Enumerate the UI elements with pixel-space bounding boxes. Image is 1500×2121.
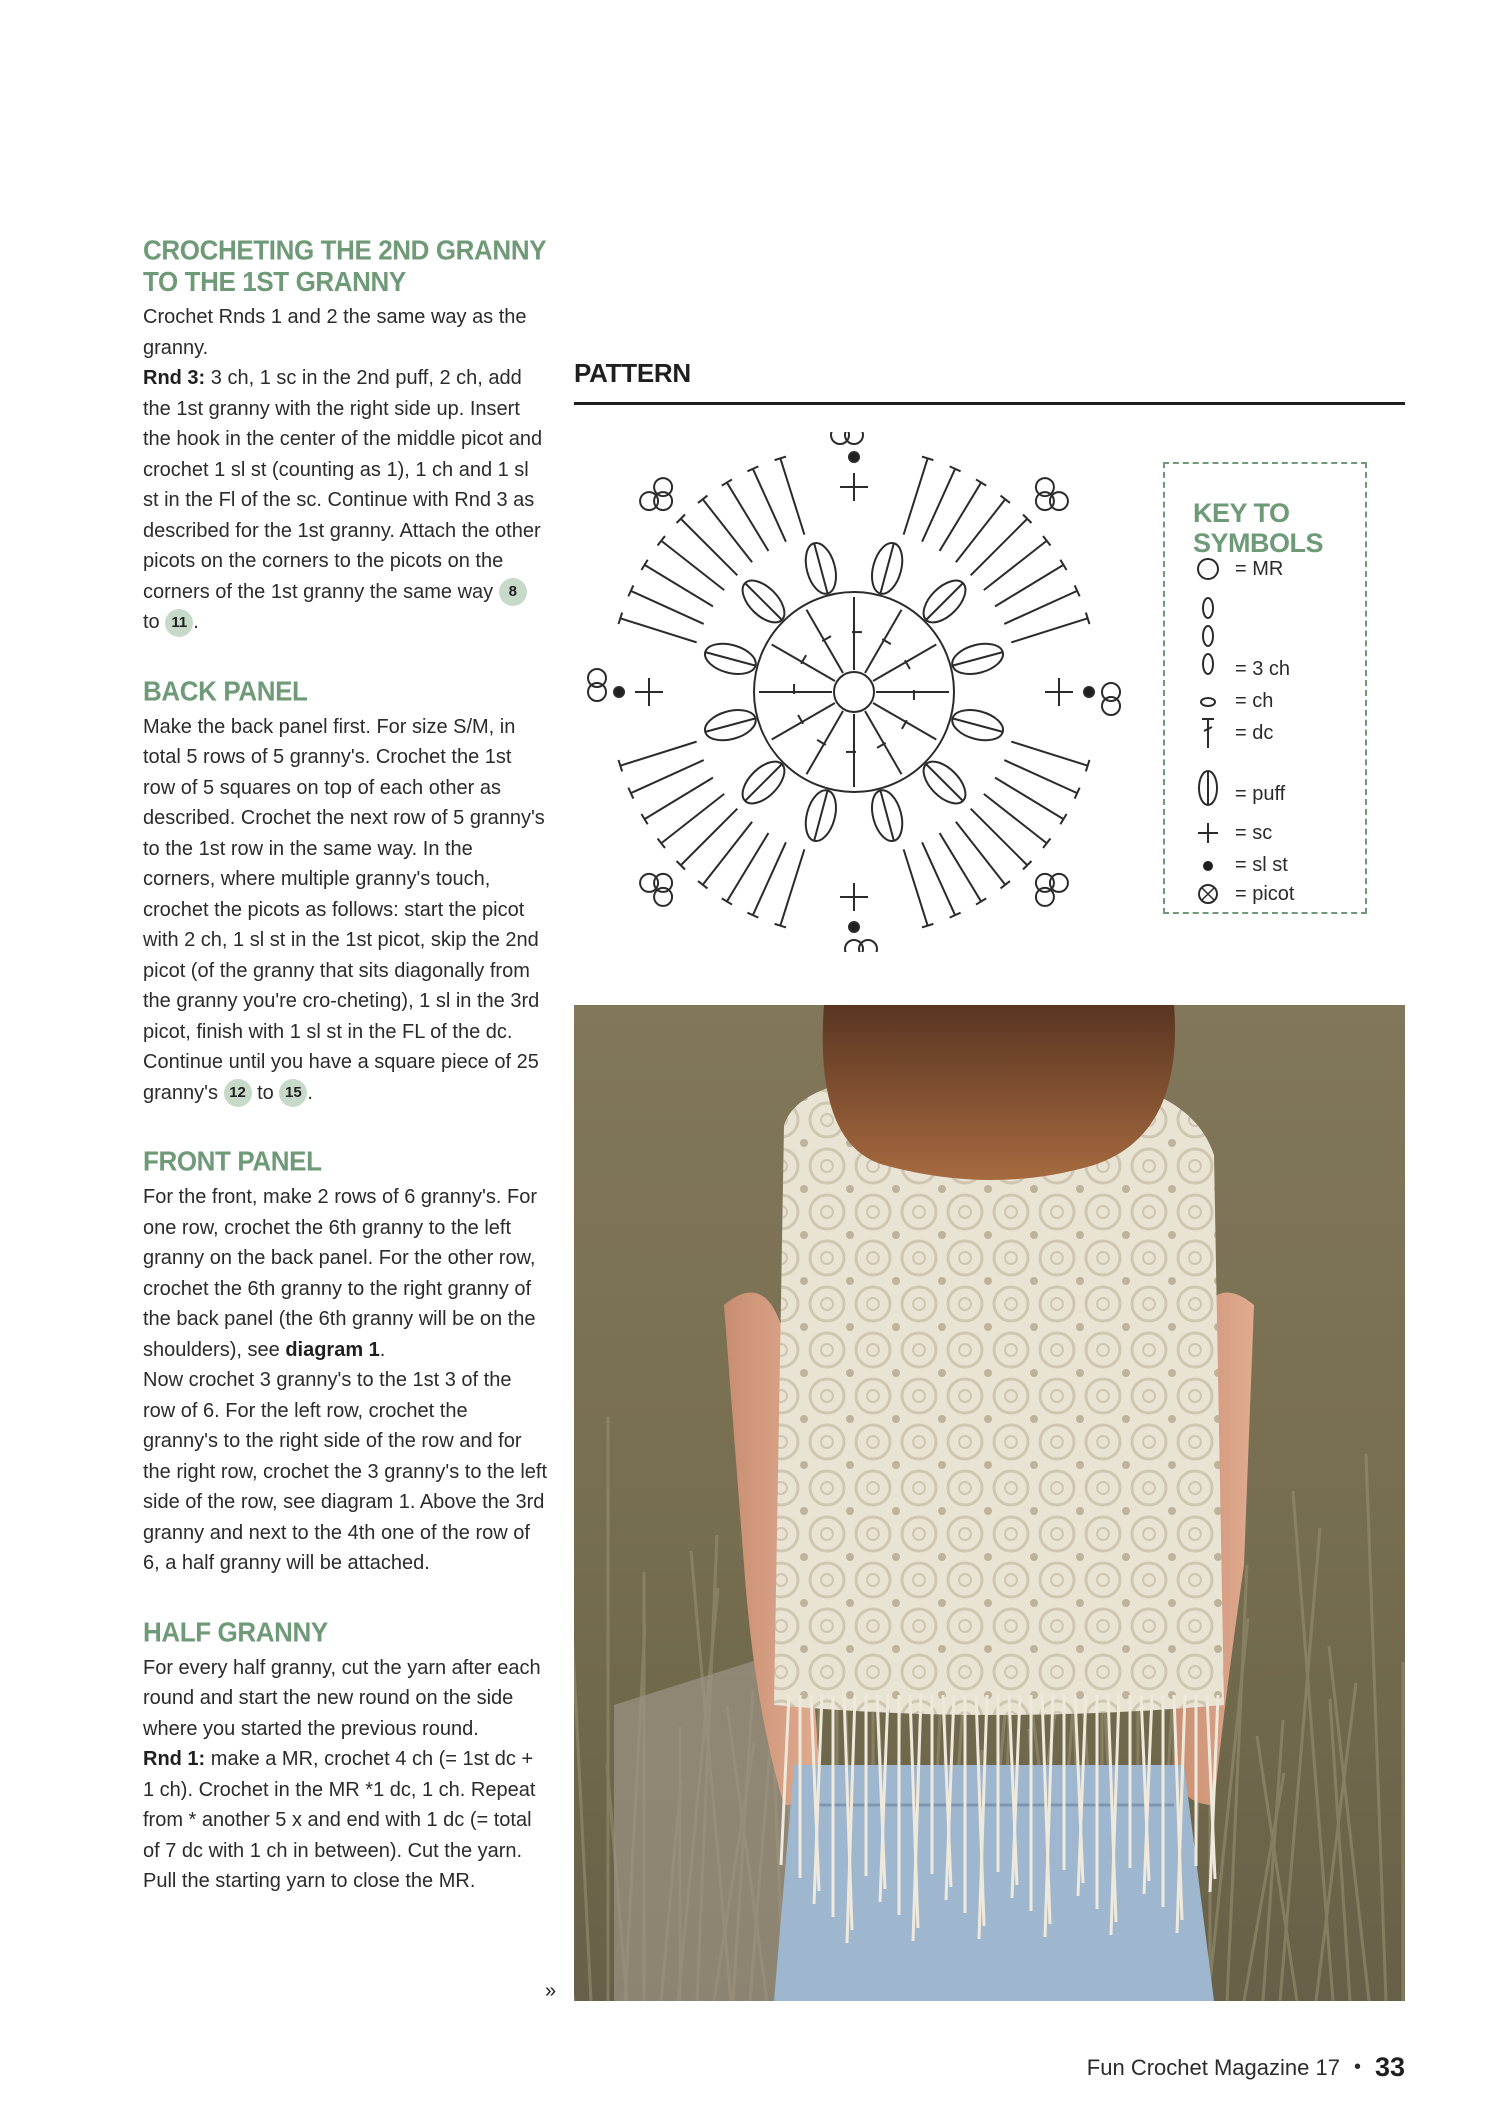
corner-dc-mark [940, 483, 982, 551]
picot-mark [640, 874, 658, 892]
sl-st-mark [614, 687, 624, 697]
corner-dc-mark [1011, 742, 1087, 766]
corner-dc-top-mark [641, 814, 647, 824]
step-badge: 8 [499, 578, 527, 606]
corner-dc-mark [971, 519, 1028, 576]
corner-dc-top-mark [641, 560, 647, 570]
footer-separator: • [1353, 2056, 1361, 2078]
corner-dc-top-mark [976, 479, 986, 485]
model-photo [574, 1005, 1405, 2001]
corner-dc-mark [1004, 591, 1077, 624]
corner-dc-mark [922, 469, 955, 542]
section-title-back-panel: BACK PANEL [143, 674, 308, 707]
corner-dc-mark [753, 469, 786, 542]
key-row-puff: = puff [1193, 768, 1285, 808]
corner-dc-mark [645, 565, 713, 607]
sl-st-mark [1084, 687, 1094, 697]
puff-center-mark [953, 652, 1003, 665]
puff-center-mark [880, 543, 893, 593]
puff-icon [1193, 768, 1223, 808]
key-row-3ch: = 3 ch [1193, 592, 1290, 681]
corner-dc-mark [703, 499, 752, 562]
picot-mark [1036, 888, 1054, 906]
picot-mark [1050, 492, 1068, 510]
chain-3-icon [1193, 596, 1223, 678]
key-row-mr: = MR [1193, 556, 1283, 582]
corner-dc-mark [904, 849, 928, 925]
diagram-ref: diagram 1 [285, 1338, 380, 1361]
corner-dc-mark [727, 833, 769, 901]
key-to-symbols [1163, 462, 1367, 914]
circle-icon [1193, 556, 1223, 582]
corner-dc-mark [956, 822, 1005, 885]
section-second-granny [143, 236, 548, 638]
page-number: 33 [1374, 2052, 1405, 2082]
corner-dc-top-mark [976, 898, 986, 904]
dc-stitch-mark [865, 711, 902, 774]
corner-dc-mark [631, 591, 704, 624]
picot-mark [640, 492, 658, 510]
key-row-sl-st: = sl st [1193, 854, 1288, 877]
corner-dc-mark [984, 541, 1047, 590]
corner-dc-mark [995, 778, 1063, 820]
second-granny-text: Crochet Rnds 1 and 2 the same way as the granny. Rnd 3: 3 ch, 1 sc in the 2nd puff, 2 ch, add the 1st granny with the right side up. Insert the hook in the center of the middle picot and crochet 1 sl st (counting as 1), 1 ch and 1 sl st in the Fl of the sc. Continue with Rnd 3 as described for the 1st granny. Attach the other picots on the corners to the picots on the corners of the 1st granny the same way 8 to 11 . [143, 302, 548, 638]
rnd3-label: Rnd 3: [143, 367, 206, 389]
left-column [143, 236, 548, 1935]
sl-st-mark [849, 452, 859, 462]
section-back-panel [143, 676, 548, 1109]
corner-dc-mark [780, 849, 804, 925]
corner-dc-mark [1004, 760, 1077, 793]
front-panel-text: For the front, make 2 rows of 6 granny's. For one row, crochet the 6th granny to the left granny on the back panel. For the other row, crochet the 6th granny to the right granny of the back panel (the 6th granny will be on the shoulders), see diagram 1. Now crochet 3 granny's to the 1st 3 of the row of 6. For the left row, crochet the granny's to the right side of the row and for the right row, crochet the 3 granny's to the left side of the row, see diagram 1. Above the 3rd granny and next to the 4th one of the row of 6, a half granny will be attached. [143, 1186, 548, 1574]
dc-stitch-mark [873, 645, 936, 682]
step-badge: 15 [279, 1079, 307, 1107]
puff-center-mark [814, 543, 827, 593]
step-badge: 12 [224, 1079, 252, 1107]
section-front-panel [143, 1146, 548, 1579]
corner-dc-top-mark [722, 479, 732, 485]
puff-center-mark [926, 583, 963, 620]
key-row-dc: = dc [1193, 716, 1273, 750]
dc-stitch-mark [807, 711, 844, 774]
puff-center-mark [705, 652, 755, 665]
corner-dc-mark [995, 565, 1063, 607]
corner-dc-mark [956, 499, 1005, 562]
continue-mark: » [545, 1980, 557, 2002]
picot-icon [1193, 882, 1223, 906]
dc-stitch-mark [873, 703, 936, 740]
key-title: KEY TO SYMBOLS [1193, 498, 1324, 558]
corner-dc-mark [753, 842, 786, 915]
corner-dc-mark [620, 742, 696, 766]
key-row-picot: = picot [1193, 882, 1294, 906]
dc-stitch-mark [772, 703, 835, 740]
puff-center-mark [880, 791, 893, 841]
section-half-granny [143, 1617, 548, 1897]
corner-dc-mark [922, 842, 955, 915]
picot-mark [654, 888, 672, 906]
pattern-heading: PATTERN [574, 358, 691, 388]
puff-center-mark [953, 718, 1003, 731]
corner-dc-mark [984, 794, 1047, 843]
corner-dc-mark [703, 822, 752, 885]
puff-center-mark [926, 764, 963, 801]
corner-dc-mark [971, 809, 1028, 866]
rnd1-label: Rnd 1: [143, 1748, 206, 1770]
corner-dc-top-mark [722, 898, 732, 904]
pattern-divider [574, 402, 1405, 405]
puff-center-mark [745, 583, 782, 620]
picot-mark [1036, 478, 1054, 496]
puff-center-mark [745, 764, 782, 801]
key-row-sc: = sc [1193, 820, 1272, 846]
corner-dc-top-mark [1060, 814, 1066, 824]
key-row-ch: = ch [1193, 690, 1273, 713]
corner-dc-mark [1011, 618, 1087, 642]
section-title-half-granny: HALF GRANNY [143, 1615, 328, 1648]
dc-icon [1193, 716, 1223, 750]
corner-dc-mark [631, 760, 704, 793]
corner-dc-mark [681, 519, 738, 576]
corner-dc-mark [645, 778, 713, 820]
chain-icon [1193, 695, 1223, 709]
page-footer [1087, 2052, 1405, 2083]
picot-mark [1050, 874, 1068, 892]
sl-st-mark [849, 922, 859, 932]
picot-mark [1102, 697, 1120, 715]
crochet-chart-diagram [574, 432, 1134, 952]
puff-center-mark [705, 718, 755, 731]
section-title-front-panel: FRONT PANEL [143, 1145, 322, 1177]
sc-icon [1193, 820, 1223, 846]
corner-dc-mark [661, 541, 724, 590]
step-badge: 11 [165, 609, 193, 637]
puff-center-mark [814, 791, 827, 841]
dc-stitch-mark [772, 645, 835, 682]
corner-dc-mark [780, 458, 804, 534]
back-panel-text: Make the back panel first. For size S/M, in total 5 rows of 5 granny's. Crochet the 1st row of 5 squares on top of each other as described. Crochet the next row of 5 granny's to the 1st row in the same way. In the corners, where multiple granny's touch, crochet the picots as follows: start the picot with 2 ch, 1 sl st in the 1st picot, skip the 2nd picot (of the granny that sits diagonally from the granny you're cro-cheting), 1 sl in the 3rd picot, finish with 1 sl st in the FL of the dc. Continue until you have a square piece of 25 granny's 12 to 15 . [143, 712, 548, 1109]
corner-dc-top-mark [1060, 560, 1066, 570]
dc-stitch-mark [807, 610, 844, 673]
picot-mark [588, 669, 606, 687]
corner-dc-mark [681, 809, 738, 866]
magazine-name: Fun Crochet Magazine 17 [1086, 2054, 1340, 2080]
corner-dc-mark [620, 618, 696, 642]
corner-dc-mark [727, 483, 769, 551]
picot-mark [654, 478, 672, 496]
section-title-second-granny: CROCHETING THE 2ND GRANNY TO THE 1ST GRANNY [143, 234, 547, 298]
magic-ring-mark [834, 672, 874, 712]
corner-dc-mark [661, 794, 724, 843]
corner-dc-mark [904, 458, 928, 534]
sl-st-icon [1193, 856, 1223, 876]
corner-dc-mark [940, 833, 982, 901]
half-granny-text: For every half granny, cut the yarn after each round and start the new round on the side where you started the previous round. Rnd 1: make a MR, crochet 4 ch (= 1st dc + 1 ch). Crochet in the MR *1 dc, 1 ch. Repeat from * another 5 x and end with 1 dc (= total of 7 dc with 1 ch in between). Cut the yarn. Pull the starting yarn to close the MR. [143, 1656, 541, 1892]
dc-stitch-mark [865, 610, 902, 673]
